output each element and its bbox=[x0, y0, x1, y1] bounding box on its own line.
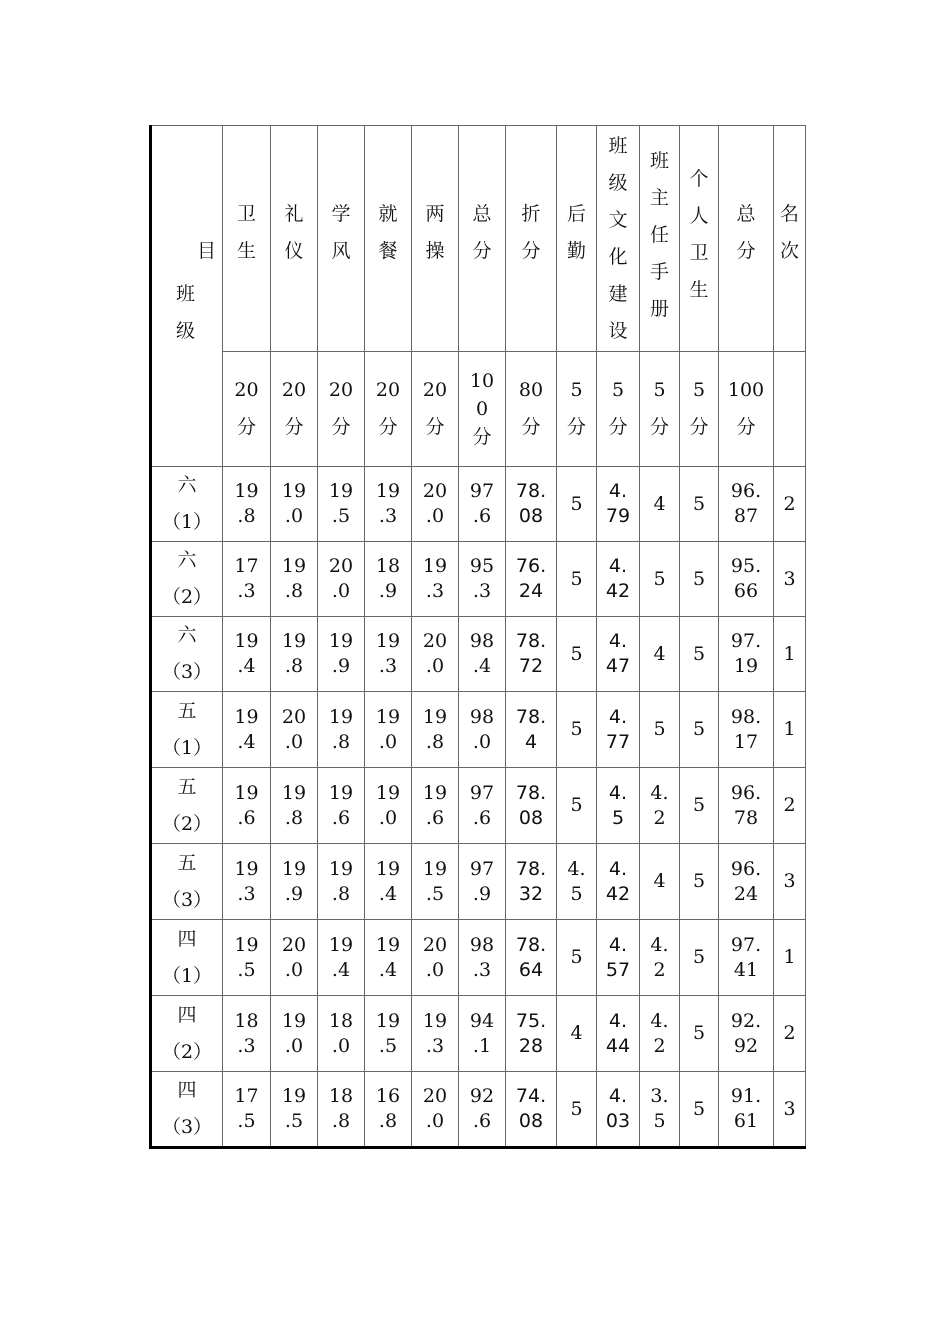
header-category-cell: 名 次 bbox=[774, 126, 806, 352]
score-cell: 3. 5 bbox=[640, 1072, 680, 1148]
score-cell: 5 bbox=[680, 996, 719, 1072]
class-name-cell: 五 （3） bbox=[151, 844, 223, 920]
score-cell: 19 .4 bbox=[223, 692, 271, 768]
score-cell: 2 bbox=[774, 467, 806, 542]
score-cell: 19 .3 bbox=[365, 617, 412, 692]
class-name-cell: 五 （1） bbox=[151, 692, 223, 768]
table-row bbox=[151, 542, 806, 617]
score-cell: 19 .6 bbox=[412, 768, 459, 844]
score-cell: 2 bbox=[774, 996, 806, 1072]
score-cell: 5 bbox=[557, 542, 597, 617]
score-cell: 5 bbox=[557, 692, 597, 768]
score-cell: 97 .6 bbox=[459, 768, 506, 844]
score-cell: 1 bbox=[774, 692, 806, 768]
score-cell: 19 .5 bbox=[223, 920, 271, 996]
corner-cell bbox=[151, 126, 223, 467]
score-cell: 19 .3 bbox=[223, 844, 271, 920]
header-category-cell: 总 分 bbox=[459, 126, 506, 352]
header-category-cell: 卫 生 bbox=[223, 126, 271, 352]
score-cell: 4 bbox=[640, 617, 680, 692]
score-cell: 75. 28 bbox=[506, 996, 557, 1072]
score-cell: 95 .3 bbox=[459, 542, 506, 617]
class-name-cell: 六 （3） bbox=[151, 617, 223, 692]
score-cell: 19 .8 bbox=[318, 692, 365, 768]
score-cell: 19 .0 bbox=[271, 467, 318, 542]
score-cell: 19 .4 bbox=[365, 920, 412, 996]
score-cell: 19 .6 bbox=[223, 768, 271, 844]
header-category-cell: 两 操 bbox=[412, 126, 459, 352]
score-cell: 5 bbox=[557, 617, 597, 692]
score-cell: 98 .3 bbox=[459, 920, 506, 996]
header-weight-cell: 5 分 bbox=[680, 352, 719, 467]
score-cell: 5 bbox=[680, 467, 719, 542]
score-cell: 95. 66 bbox=[719, 542, 774, 617]
score-cell: 4 bbox=[640, 467, 680, 542]
score-cell: 5 bbox=[557, 920, 597, 996]
header-category-cell: 班 主 任 手 册 bbox=[640, 126, 680, 352]
score-cell: 4. 5 bbox=[557, 844, 597, 920]
score-cell: 19 .9 bbox=[271, 844, 318, 920]
header-weight-cell: 20 分 bbox=[412, 352, 459, 467]
score-cell: 20 .0 bbox=[318, 542, 365, 617]
header-category-cell: 后 勤 bbox=[557, 126, 597, 352]
score-cell: 19 .4 bbox=[365, 844, 412, 920]
score-cell: 19 .5 bbox=[271, 1072, 318, 1148]
score-cell: 5 bbox=[680, 542, 719, 617]
score-cell: 16 .8 bbox=[365, 1072, 412, 1148]
header-weight-cell: 5 分 bbox=[640, 352, 680, 467]
score-cell: 78. 08 bbox=[506, 768, 557, 844]
table-body bbox=[151, 126, 806, 1148]
score-cell: 97 .6 bbox=[459, 467, 506, 542]
score-cell: 5 bbox=[557, 1072, 597, 1148]
score-cell: 4. 42 bbox=[597, 844, 640, 920]
header-weight-cell: 100 分 bbox=[719, 352, 774, 467]
score-cell: 19 .8 bbox=[318, 844, 365, 920]
score-cell: 17 .3 bbox=[223, 542, 271, 617]
score-cell: 20 .0 bbox=[412, 920, 459, 996]
class-name-cell: 五 （2） bbox=[151, 768, 223, 844]
header-row-weights bbox=[151, 352, 806, 467]
score-cell: 19 .9 bbox=[318, 617, 365, 692]
score-cell: 1 bbox=[774, 920, 806, 996]
score-cell: 4 bbox=[640, 844, 680, 920]
score-cell: 5 bbox=[680, 844, 719, 920]
score-cell: 98 .4 bbox=[459, 617, 506, 692]
score-cell: 98 .0 bbox=[459, 692, 506, 768]
score-cell: 78. 72 bbox=[506, 617, 557, 692]
header-weight-cell: 20 分 bbox=[271, 352, 318, 467]
score-cell: 19 .8 bbox=[271, 768, 318, 844]
header-weight-cell: 5 分 bbox=[597, 352, 640, 467]
score-cell: 96. 24 bbox=[719, 844, 774, 920]
score-cell: 4. 2 bbox=[640, 920, 680, 996]
score-cell: 17 .5 bbox=[223, 1072, 271, 1148]
score-cell: 78. 08 bbox=[506, 467, 557, 542]
score-cell: 19 .5 bbox=[412, 844, 459, 920]
score-cell: 20 .0 bbox=[412, 617, 459, 692]
header-weight-cell: 20 分 bbox=[223, 352, 271, 467]
score-cell: 4. 79 bbox=[597, 467, 640, 542]
class-name-cell: 六 （2） bbox=[151, 542, 223, 617]
score-cell: 4. 42 bbox=[597, 542, 640, 617]
table-row bbox=[151, 467, 806, 542]
score-cell: 92 .6 bbox=[459, 1072, 506, 1148]
score-cell: 19 .4 bbox=[223, 617, 271, 692]
score-cell: 98. 17 bbox=[719, 692, 774, 768]
score-cell: 97. 19 bbox=[719, 617, 774, 692]
corner-class-label: 班 级 bbox=[176, 283, 196, 342]
score-cell: 97 .9 bbox=[459, 844, 506, 920]
table-row bbox=[151, 920, 806, 996]
score-cell: 19 .3 bbox=[412, 542, 459, 617]
table-row bbox=[151, 996, 806, 1072]
score-cell: 20 .0 bbox=[271, 692, 318, 768]
score-cell: 76. 24 bbox=[506, 542, 557, 617]
score-cell: 1 bbox=[774, 617, 806, 692]
table-row bbox=[151, 617, 806, 692]
score-cell: 4. 5 bbox=[597, 768, 640, 844]
header-category-cell: 个 人 卫 生 bbox=[680, 126, 719, 352]
table-row bbox=[151, 692, 806, 768]
score-cell: 5 bbox=[680, 920, 719, 996]
header-weight-cell bbox=[774, 352, 806, 467]
score-cell: 19 .4 bbox=[318, 920, 365, 996]
class-name-cell: 四 （1） bbox=[151, 920, 223, 996]
score-cell: 19 .0 bbox=[271, 996, 318, 1072]
header-weight-cell: 5 分 bbox=[557, 352, 597, 467]
header-weight-cell: 80 分 bbox=[506, 352, 557, 467]
score-cell: 5 bbox=[557, 768, 597, 844]
score-cell: 97. 41 bbox=[719, 920, 774, 996]
header-weight-cell: 20 分 bbox=[365, 352, 412, 467]
score-cell: 18 .9 bbox=[365, 542, 412, 617]
score-cell: 4. 2 bbox=[640, 768, 680, 844]
table-row bbox=[151, 768, 806, 844]
score-cell: 3 bbox=[774, 542, 806, 617]
score-cell: 78. 4 bbox=[506, 692, 557, 768]
score-cell: 4 bbox=[557, 996, 597, 1072]
score-table bbox=[149, 125, 806, 1149]
score-cell: 4. 47 bbox=[597, 617, 640, 692]
score-cell: 5 bbox=[557, 467, 597, 542]
score-cell: 19 .8 bbox=[412, 692, 459, 768]
score-cell: 92. 92 bbox=[719, 996, 774, 1072]
score-cell: 96. 87 bbox=[719, 467, 774, 542]
score-cell: 18 .3 bbox=[223, 996, 271, 1072]
score-cell: 4. 03 bbox=[597, 1072, 640, 1148]
score-cell: 4. 2 bbox=[640, 996, 680, 1072]
score-cell: 3 bbox=[774, 1072, 806, 1148]
score-cell: 19 .8 bbox=[271, 617, 318, 692]
score-cell: 20 .0 bbox=[412, 1072, 459, 1148]
score-cell: 5 bbox=[680, 1072, 719, 1148]
score-cell: 19 .3 bbox=[412, 996, 459, 1072]
score-cell: 5 bbox=[640, 542, 680, 617]
score-cell: 18 .8 bbox=[318, 1072, 365, 1148]
header-weight-cell: 20 分 bbox=[318, 352, 365, 467]
score-cell: 19 .6 bbox=[318, 768, 365, 844]
header-category-cell: 就 餐 bbox=[365, 126, 412, 352]
score-cell: 20 .0 bbox=[271, 920, 318, 996]
corner-item-label: 目 bbox=[196, 240, 216, 262]
class-name-cell: 六 （1） bbox=[151, 467, 223, 542]
score-cell: 19 .3 bbox=[365, 467, 412, 542]
score-cell: 78. 64 bbox=[506, 920, 557, 996]
header-category-cell: 班 级 文 化 建 设 bbox=[597, 126, 640, 352]
score-cell: 19 .8 bbox=[223, 467, 271, 542]
score-cell: 20 .0 bbox=[412, 467, 459, 542]
score-cell: 4. 77 bbox=[597, 692, 640, 768]
score-cell: 18 .0 bbox=[318, 996, 365, 1072]
score-cell: 5 bbox=[680, 692, 719, 768]
score-cell: 5 bbox=[680, 768, 719, 844]
score-cell: 19 .5 bbox=[365, 996, 412, 1072]
table-row bbox=[151, 1072, 806, 1148]
header-weight-cell: 10 0 分 bbox=[459, 352, 506, 467]
score-cell: 19 .0 bbox=[365, 692, 412, 768]
header-category-cell: 总 分 bbox=[719, 126, 774, 352]
score-cell: 4. 57 bbox=[597, 920, 640, 996]
score-cell: 4. 44 bbox=[597, 996, 640, 1072]
score-cell: 94 .1 bbox=[459, 996, 506, 1072]
header-category-cell: 礼 仪 bbox=[271, 126, 318, 352]
score-cell: 2 bbox=[774, 768, 806, 844]
class-name-cell: 四 （3） bbox=[151, 1072, 223, 1148]
score-cell: 91. 61 bbox=[719, 1072, 774, 1148]
class-name-cell: 四 （2） bbox=[151, 996, 223, 1072]
header-category-cell: 学 风 bbox=[318, 126, 365, 352]
score-cell: 5 bbox=[640, 692, 680, 768]
score-cell: 74. 08 bbox=[506, 1072, 557, 1148]
header-row-categories bbox=[151, 126, 806, 352]
header-category-cell: 折 分 bbox=[506, 126, 557, 352]
table-row bbox=[151, 844, 806, 920]
score-cell: 3 bbox=[774, 844, 806, 920]
score-cell: 78. 32 bbox=[506, 844, 557, 920]
score-cell: 19 .5 bbox=[318, 467, 365, 542]
score-cell: 96. 78 bbox=[719, 768, 774, 844]
score-cell: 19 .0 bbox=[365, 768, 412, 844]
score-cell: 19 .8 bbox=[271, 542, 318, 617]
score-cell: 5 bbox=[680, 617, 719, 692]
